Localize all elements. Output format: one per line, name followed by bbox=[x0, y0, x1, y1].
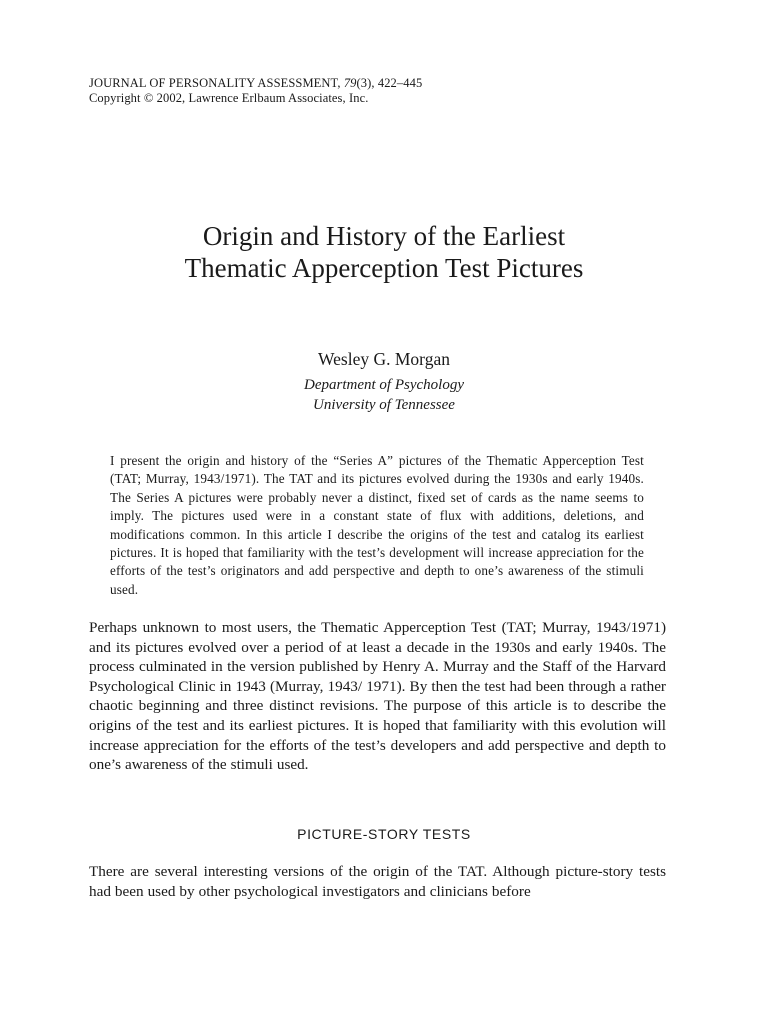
journal-volume: 79 bbox=[343, 76, 357, 90]
running-head bbox=[89, 76, 422, 106]
journal-name: JOURNAL OF PERSONALITY ASSESSMENT, bbox=[89, 76, 341, 90]
author-department: Department of Psychology bbox=[304, 377, 464, 393]
journal-citation bbox=[89, 76, 422, 91]
article-title bbox=[0, 220, 768, 284]
abstract: I present the origin and history of the “Series A” pictures of the Thematic Apperception Test (TAT; Murray, 1943/1971). The TAT and its pictures evolved during the 1930s and early 1940s. The Series A pictures were probably never a distinct, fixed set of cards as the name seems to imply. The pictures used were in a constant state of flux with additions, deletions, and modifications common. In this article I describe the origins of the test and catalog its earliest pictures. It is hoped that familiarity with the test’s development will increase appreciation for the efforts of the test’s originators and add perspective and depth to one’s awareness of the stimuli used. bbox=[110, 453, 644, 597]
body-paragraph-2: There are several interesting versions of the origin of the TAT. Although picture-story tests had been used by other psychological investigators and clinicians before bbox=[89, 863, 666, 900]
author-university: University of Tennessee bbox=[313, 397, 455, 413]
title-line-2: Thematic Apperception Test Pictures bbox=[184, 253, 584, 283]
author-name: Wesley G. Morgan bbox=[318, 349, 450, 369]
copyright-line: Copyright © 2002, Lawrence Erlbaum Associates, Inc. bbox=[89, 91, 369, 105]
section-heading: PICTURE-STORY TESTS bbox=[297, 826, 471, 842]
body-paragraph-1: Perhaps unknown to most users, the Thematic Apperception Test (TAT; Murray, 1943/1971) and its pictures evolved over a period of at least a decade in the 1930s and early 1940s. The process culminated in the version published by Henry A. Murray and the Staff of the Harvard Psychological Clinic in 1943 (Murray, 1943/ 1971). By then the test had been through a rather chaotic beginning and three distinct revisions. The purpose of this article is to describe the origins of the test and its earliest pictures. It is hoped that familiarity with this evolution will increase appreciation for the efforts of the test’s developers and add perspective and depth to one’s awareness of the stimuli used. bbox=[89, 619, 666, 774]
journal-issue-pages: (3), 422–445 bbox=[356, 76, 423, 90]
title-line-1: Origin and History of the Earliest bbox=[202, 221, 566, 251]
